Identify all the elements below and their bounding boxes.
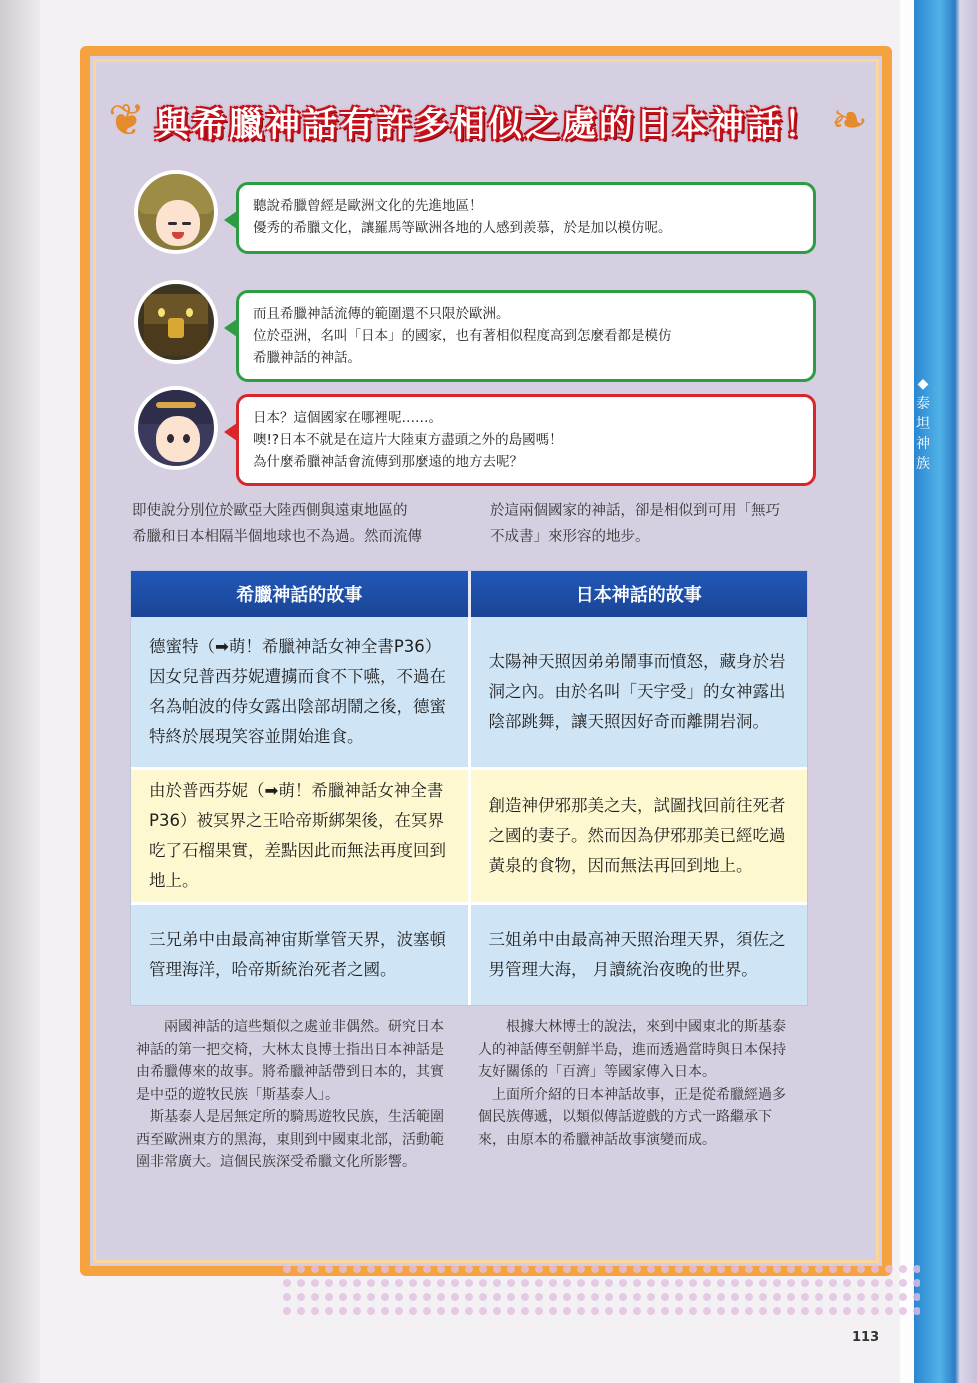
side-tab-strip xyxy=(900,0,977,1383)
dialogue-row xyxy=(128,168,828,268)
intro-text-right: 於這兩個國家的神話，卻是相似到可用「無巧 不成書」來形容的地步。 xyxy=(490,503,780,545)
table-row xyxy=(131,617,807,767)
speech-bubble: 日本？這個國家在哪裡呢……。 噢!?日本不就是在這片大陸東方盡頭之外的島國嗎！ 為什麼希臘神話會流傳到那麼遠的地方去呢？ xyxy=(236,394,816,486)
header-greek-myth: 希臘神話的故事 xyxy=(131,571,468,617)
table-row xyxy=(131,902,807,1005)
header-japanese-myth: 日本神話的故事 xyxy=(468,571,808,617)
speech-bubble: 聽說希臘曾經是歐洲文化的先進地區！ 優秀的希臘文化，讓羅馬等歐洲各地的人感到羨慕，於是加以模仿呢。 xyxy=(236,182,816,254)
swirl-ornament-right-icon: ❧ xyxy=(831,95,868,146)
body-text-left: 兩國神話的這些類似之處並非偶然。研究日本神話的第一把交椅，大林太良博士指出日本神話是由希臘傳來的故事。將希臘神話帶到日本的，其實是中亞的遊牧民族「斯基泰人」。 斯基泰人是居無定所的騎馬遊牧民族，生活範圍西至歐洲東方的黑海，東則到中國東北部，活動範圍非常廣大。這個民族深受希臘文化所影響。 xyxy=(136,1019,444,1170)
dialogue-row xyxy=(128,278,828,378)
character-avatar-green-hair xyxy=(134,170,218,254)
table-row xyxy=(131,767,807,902)
page-title: 與希臘神話有許多相似之處的日本神話！ xyxy=(155,104,821,145)
dot-pattern-decoration xyxy=(280,1262,920,1318)
japanese-story-cell: 太陽神天照因弟弟鬧事而憤怒，藏身於岩洞之內。由於名叫「天宇受」的女神露出陰部跳舞，讓天照因好奇而離開岩洞。 xyxy=(468,617,808,767)
speech-bubble: 而且希臘神話流傳的範圍還不只限於歐洲。 位於亞洲，名叫「日本」的國家，也有著相似程度高到怎麼看都是模仿 希臘神話的神話。 xyxy=(236,290,816,382)
dialogue-row xyxy=(128,384,828,484)
title-banner xyxy=(108,78,868,164)
greek-story-cell: 德蜜特（➡萌！希臘神話女神全書P36）因女兒普西芬妮遭擄而食不下嚥，不過在名為帕波的侍女露出陰部胡鬧之後，德蜜特終於展現笑容並開始進食。 xyxy=(131,617,468,767)
table-header xyxy=(131,571,807,617)
page-gutter xyxy=(0,0,40,1383)
greek-story-cell: 由於普西芬妮（➡萌！希臘神話女神全書P36）被冥界之王哈帝斯綁架後，在冥界吃了石榴果實，差點因此而無法再度回到地上。 xyxy=(131,770,468,902)
intro-text-left: 即使說分別位於歐亞大陸西側與遠東地區的 希臘和日本相隔半個地球也不為過。然而流傳 xyxy=(132,503,422,545)
character-avatar-treasure-chest xyxy=(134,280,218,364)
japanese-story-cell: 三姐弟中由最高神天照治理天界，須佐之男管理大海， 月讀統治夜晚的世界。 xyxy=(468,905,808,1005)
swirl-ornament-left-icon: ❦ xyxy=(108,95,145,146)
side-chapter-label: ◆ 泰 坦 神 族 xyxy=(916,376,930,472)
page-number: 113 xyxy=(852,1330,880,1345)
comparison-table xyxy=(130,570,808,1006)
japanese-story-cell: 創造神伊邪那美之夫，試圖找回前往死者之國的妻子。然而因為伊邪那美已經吃過黃泉的食物，因而無法再回到地上。 xyxy=(468,770,808,902)
character-avatar-dark-hair-girl xyxy=(134,386,218,470)
greek-story-cell: 三兄弟中由最高神宙斯掌管天界，波塞頓管理海洋，哈帝斯統治死者之國。 xyxy=(131,905,468,1005)
body-text-right: 根據大林博士的說法，來到中國東北的斯基泰人的神話傳至朝鮮半島，進而透過當時與日本保持友好關係的「百濟」等國家傳入日本。 上面所介紹的日本神話故事，正是從希臘經過多個民族傳遞，以類似傳話遊戲的方式一路繼承下來，由原本的希臘神話故事演變而成。 xyxy=(478,1019,786,1148)
